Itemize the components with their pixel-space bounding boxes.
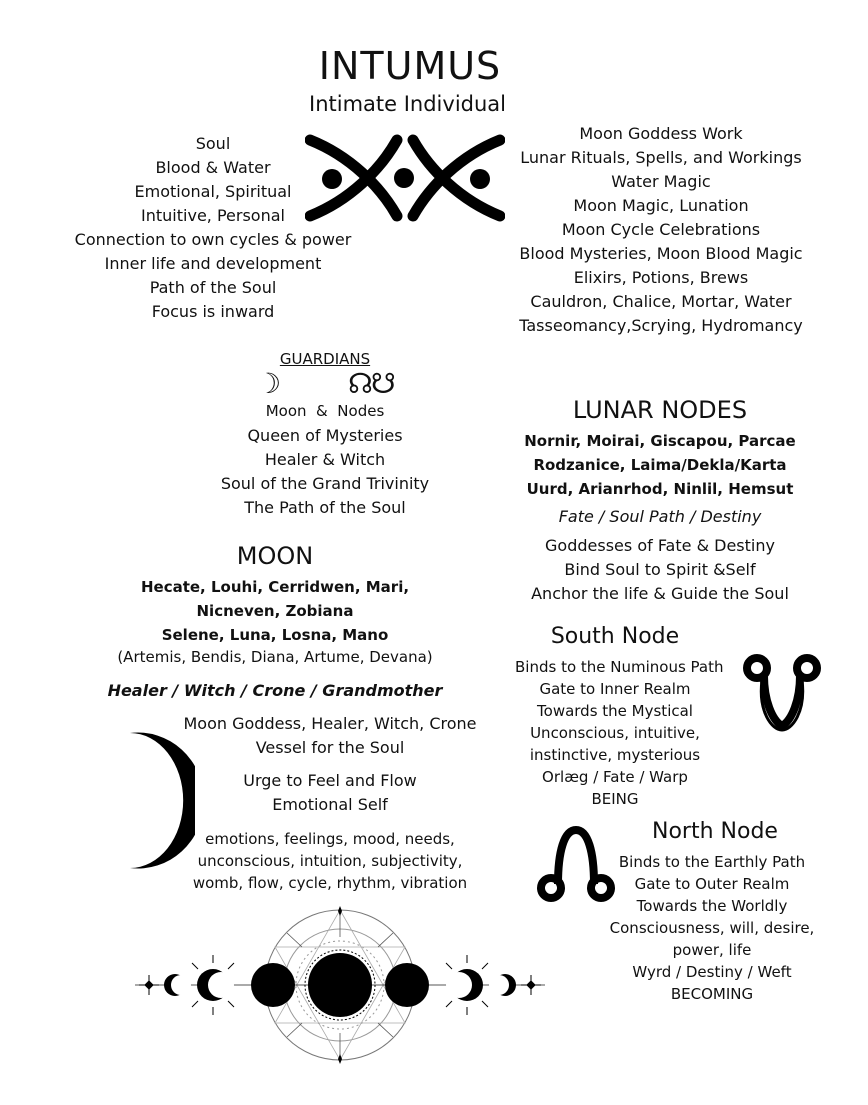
nodes-symbol-icon: ☊☋ — [348, 367, 394, 400]
moon-symbol-icon: ☽ — [256, 367, 282, 400]
list-item: Selene, Luna, Losna, Mano — [161, 626, 389, 644]
moon-phases-icon — [135, 905, 545, 1065]
list-item: Towards the Worldly — [636, 897, 788, 915]
list-item: BEING — [591, 790, 639, 808]
list-item: Emotional Self — [272, 795, 388, 814]
list-item: Binds to the Earthly Path — [618, 853, 806, 871]
list-item: Tasseomancy,Scrying, Hydromancy — [519, 316, 803, 335]
list-item: power, life — [672, 941, 752, 959]
north-node-lines — [606, 851, 818, 1005]
list-item: Healer & Witch — [264, 450, 386, 469]
list-item: Gate to Inner Realm — [539, 680, 691, 698]
list-item: Uurd, Arianrhod, Ninlil, Hemsut — [526, 480, 794, 498]
lunar-nodes-theme: Fate / Soul Path / Destiny — [558, 507, 762, 526]
moon-roles: Healer / Witch / Crone / Grandmother — [107, 681, 443, 700]
list-item: Wyrd / Destiny / Weft — [632, 963, 792, 981]
list-item: Emotional, Spiritual — [134, 182, 292, 201]
list-item: instinctive, mysterious — [529, 746, 701, 764]
south-node-lines — [515, 656, 724, 810]
list-item: Cauldron, Chalice, Mortar, Water — [530, 292, 792, 311]
moon-urge — [170, 769, 490, 817]
list-item: Binds to the Numinous Path — [515, 658, 724, 676]
lunar-nodes-lines — [500, 534, 820, 606]
guardians-lines — [200, 424, 450, 520]
guardians-heading: GUARDIANS — [279, 350, 371, 368]
south-node-symbol-icon — [742, 650, 822, 735]
list-item: Connection to own cycles & power — [74, 230, 352, 249]
list-item: Water Magic — [611, 172, 711, 191]
list-item: Focus is inward — [151, 302, 275, 321]
list-item: Path of the Soul — [149, 278, 277, 297]
moon-description — [170, 712, 490, 760]
list-item: Blood Mysteries, Moon Blood Magic — [519, 244, 803, 263]
list-item: Inner life and development — [104, 254, 322, 273]
list-item: Vessel for the Soul — [255, 738, 405, 757]
list-item: Intuitive, Personal — [141, 206, 285, 225]
list-item: Bind Soul to Spirit &Self — [564, 560, 756, 579]
north-node-symbol-icon — [536, 822, 616, 907]
crescent-moon-icon — [60, 728, 195, 873]
list-item: Nornir, Moirai, Giscapou, Parcae — [524, 432, 796, 450]
moon-keywords — [165, 828, 495, 894]
list-item: Orlæg / Fate / Warp — [542, 768, 688, 786]
list-item: Soul of the Grand Trivinity — [220, 474, 430, 493]
north-node-heading: North Node — [652, 819, 778, 844]
list-item: emotions, feelings, mood, needs, — [205, 830, 455, 848]
list-item: Towards the Mystical — [537, 702, 693, 720]
list-item: Queen of Mysteries — [247, 426, 403, 445]
list-item: Anchor the life & Guide the Soul — [531, 584, 789, 603]
lunar-nodes-goddesses — [500, 429, 820, 501]
list-item: Moon Magic, Lunation — [573, 196, 749, 215]
list-item: Nicneven, Zobiana — [196, 602, 354, 620]
south-node-heading: South Node — [550, 624, 680, 649]
list-item: Moon Goddess Work — [579, 124, 743, 143]
list-item: BECOMING — [670, 985, 754, 1003]
list-item: Moon Goddess, Healer, Witch, Crone — [183, 714, 477, 733]
list-item: The Path of the Soul — [244, 498, 406, 517]
list-item: Blood & Water — [155, 158, 271, 177]
list-item: unconscious, intuition, subjectivity, — [197, 852, 463, 870]
list-item: Unconscious, intuitive, — [530, 724, 700, 742]
page-title: INTUMUS — [318, 44, 502, 88]
list-item: Elixirs, Potions, Brews — [573, 268, 749, 287]
list-item: Hecate, Louhi, Cerridwen, Mari, — [140, 578, 410, 596]
soul-list — [60, 132, 366, 324]
moon-other-goddesses: (Artemis, Bendis, Diana, Artume, Devana) — [117, 648, 433, 666]
list-item: womb, flow, cycle, rhythm, vibration — [192, 874, 468, 892]
lunar-nodes-heading: LUNAR NODES — [572, 396, 748, 424]
list-item: Gate to Outer Realm — [634, 875, 790, 893]
list-item: Urge to Feel and Flow — [243, 771, 417, 790]
list-item: Consciousness, will, desire, — [609, 919, 815, 937]
moon-heading: MOON — [236, 542, 314, 570]
list-item: Soul — [195, 134, 231, 153]
list-item: Lunar Rituals, Spells, and Workings — [520, 148, 802, 167]
page-subtitle: Intimate Individual — [309, 92, 506, 116]
work-list — [500, 122, 822, 338]
guardians-label: Moon & Nodes — [265, 402, 385, 420]
list-item: Moon Cycle Celebrations — [561, 220, 761, 239]
moon-goddesses — [100, 575, 450, 647]
list-item: Goddesses of Fate & Destiny — [545, 536, 775, 555]
list-item: Rodzanice, Laima/Dekla/Karta — [533, 456, 787, 474]
guardians-section — [200, 348, 450, 520]
